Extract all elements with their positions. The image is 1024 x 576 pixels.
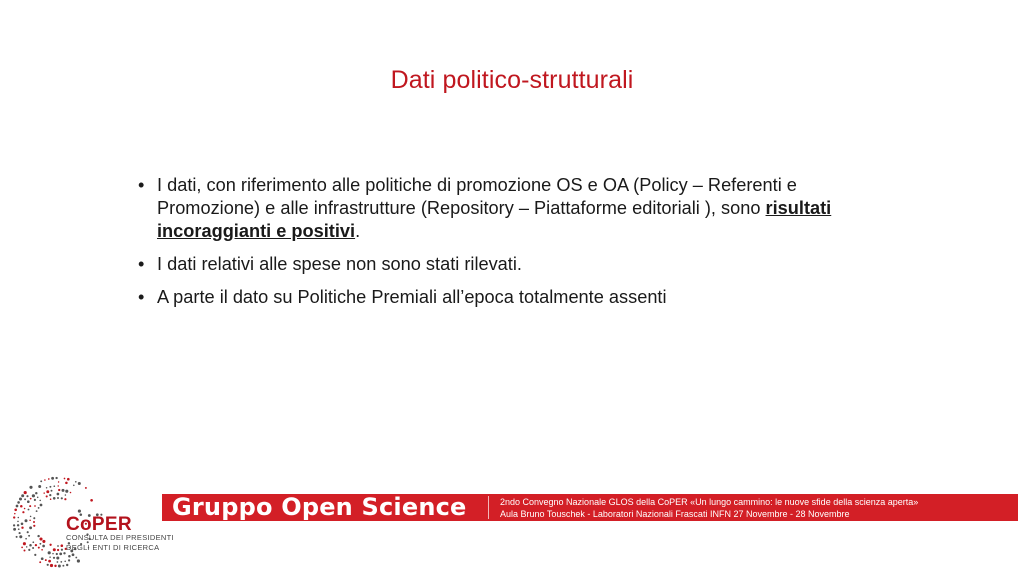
logo-dot [13,516,15,518]
logo-dot [90,499,93,502]
logo-dot [37,535,39,537]
logo-dot [19,535,22,538]
bullet-icon: • [138,287,145,307]
logo-dot [30,498,32,500]
logo-dot [78,482,81,485]
logo-dot [21,526,23,528]
logo-dot [34,554,36,556]
logo-dot [57,545,59,547]
logo-dot [40,480,42,482]
logo-dot [68,555,71,558]
logo-dot [45,559,47,561]
logo-dot [39,543,41,545]
logo-dot [17,524,19,526]
logo-dot [55,477,57,479]
logo-dot [58,489,60,491]
logo-dot [67,478,70,481]
logo-dot [49,494,51,496]
logo-dot [41,557,44,560]
logo-dot [21,523,24,526]
logo-dot [47,564,49,566]
logo-dot [48,551,51,554]
logo-dot [14,509,17,512]
event-info-line2: Aula Bruno Touschek - Laboratori Nazionali Frascati INFN 27 Novembre - 28 Novembre [500,509,850,519]
banner-divider [488,496,489,519]
logo-dot [40,504,43,507]
logo-dot [57,561,59,563]
logo-dot [49,556,51,558]
logo-dot [16,505,19,508]
logo-dot [65,494,67,496]
logo-dot [23,542,26,545]
logo-dot [59,553,62,556]
logo-dot [32,547,34,549]
logo-dot [25,519,28,522]
logo-dot [17,501,20,504]
logo-dot [14,513,16,515]
logo-name: CoPER [66,514,132,535]
logo-subtitle [66,533,174,553]
logo-dot [17,521,19,523]
bullet-icon: • [138,254,145,274]
logo-dot [33,525,35,527]
logo-dot [27,500,30,503]
logo-dot [62,565,64,567]
logo-dot [19,497,22,500]
bullet-text: A parte il dato su Politiche Premiali all’epoca totalmente assenti [157,287,667,307]
logo-dot [49,486,51,488]
logo-dot [30,516,32,518]
bullet-icon: • [138,175,145,195]
logo-dot [41,549,43,551]
logo-dot [64,498,66,500]
logo-dot [70,492,72,494]
logo-dot [25,538,27,540]
logo-dot [38,547,40,549]
logo-dot [46,490,49,493]
logo-dot [57,485,58,486]
logo-dot [50,564,53,567]
logo-dot [13,528,16,531]
logo-dot [24,498,26,500]
logo-dot [64,478,66,480]
logo-dot [48,560,51,563]
logo-dot [62,489,65,492]
logo-dot [85,487,87,489]
bullet-item [134,253,874,276]
logo-dot [52,553,54,555]
logo-dot [66,564,68,566]
logo-dot [29,544,32,547]
bullet-item [134,174,874,243]
logo-dot [53,557,55,559]
bullet-item [134,286,874,309]
logo-dot [75,481,77,483]
logo-dot [51,490,53,492]
logo-dot [21,494,24,497]
banner-title: Gruppo Open Science [172,493,467,521]
logo-dot [65,490,68,493]
logo-subtitle-line1: CONSULTA DEI PRESIDENTI [66,533,174,542]
logo-dot [58,481,59,482]
bullet-text: I dati, con riferimento alle politiche di promozione OS e OA (Policy – Referenti e Promozione) e alle infrastrutture (Repository – Piattaforme editoriali ), sono [157,175,797,218]
logo-dot [27,531,29,533]
logo-dot [53,548,56,551]
logo-dot [35,492,37,494]
logo-dot [53,485,55,487]
logo-dot [48,478,50,480]
logo-dot [33,521,35,523]
logo-dot [57,493,60,496]
logo-dot [26,495,28,497]
logo-dot [26,546,28,548]
logo-dot [29,526,32,529]
logo-dot [61,549,63,551]
logo-dot [29,486,32,489]
logo-dot [78,510,81,513]
logo-dot [51,477,54,480]
logo-dot [46,487,48,489]
logo-dot [56,556,59,559]
slide-title: Dati politico-strutturali [390,66,634,94]
logo-dot [28,535,30,537]
logo-dot [53,497,56,500]
logo-dot [22,511,24,513]
logo-dot [35,544,37,546]
logo-dot [29,519,31,521]
logo-dot [68,559,70,561]
logo-dot [57,549,59,551]
logo-dot [75,557,77,559]
bullet-list [134,174,874,319]
logo-dot [39,561,41,563]
logo-dot [72,553,75,556]
logo-dot [77,559,80,562]
logo-dot [36,510,38,512]
bullet-emphasis: risultati incoraggianti e positivi [157,198,832,241]
event-info [500,496,918,520]
logo-subtitle-line2: DEGLI ENTI DI RICERCA [66,543,160,552]
logo-dot [60,561,62,563]
logo-dot [39,500,41,502]
logo-dot [57,497,59,499]
logo-dot [29,505,31,507]
logo-dot [49,544,51,546]
logo-dot [56,553,58,555]
logo-dot [61,544,64,547]
logo-dot [64,561,66,563]
logo-dot [18,528,20,530]
logo-dot [38,485,41,488]
logo-dot [50,498,52,500]
logo-dot [21,547,23,549]
logo-dot [46,495,48,497]
logo-dot [37,497,39,499]
coper-logo [12,476,188,568]
logo-dot [42,540,45,543]
footer-banner [162,494,1018,521]
logo-dot [28,549,30,551]
logo-dot [44,479,46,481]
logo-dot [23,549,25,551]
logo-dot [73,485,75,487]
logo-dot [16,536,18,538]
logo-dot [39,537,42,540]
logo-dot [43,492,44,493]
event-info-line1: 2ndo Convegno Nazionale GLOS della CoPER «Un lungo cammino: le nuove sfide della scienza aperta» [500,497,919,507]
logo-dot [32,494,35,497]
logo-dot [24,491,27,494]
logo-dot [65,482,68,485]
logo-dot [32,541,34,543]
logo-dot [34,499,36,501]
logo-dot [18,517,20,519]
bullet-text-end: . [355,221,361,241]
logo-dot [24,508,26,510]
logo-dot [38,507,40,509]
logo-dot [58,565,61,568]
logo-dot [33,517,35,519]
logo-dot [61,497,63,499]
logo-dot [19,532,21,534]
logo-dot [13,524,15,526]
logo-dot [20,505,23,508]
logo-dot [28,509,30,511]
logo-dot [54,565,56,567]
logo-dot [42,545,45,548]
bullet-text: I dati relativi alle spese non sono stati rilevati. [157,254,522,274]
logo-dot [34,505,36,507]
